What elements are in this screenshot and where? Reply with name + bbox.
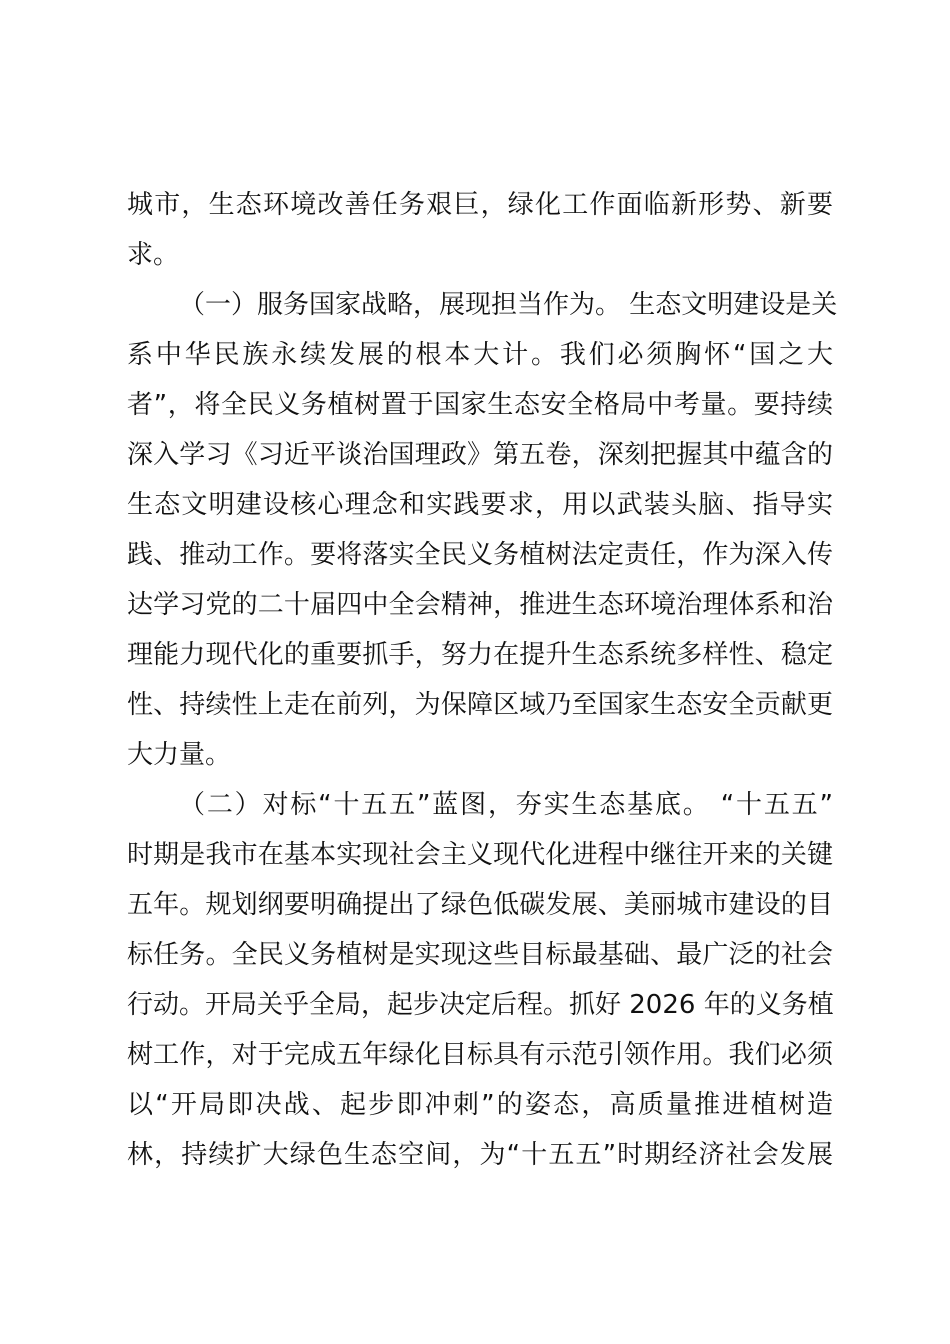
text-line: 生态文明建设核心理念和实践要求，用以武装头脑、指导实	[127, 490, 833, 520]
document-body	[127, 180, 838, 1180]
text-line: 达学习党的二十届四中全会精神，推进生态环境治理体系和治	[127, 590, 833, 620]
text-line: 标任务。全民义务植树是实现这些目标最基础、最广泛的社会	[127, 940, 833, 970]
text-line: 求。	[127, 240, 180, 270]
text-line: 时期是我市在基本实现社会主义现代化进程中继往开来的关键	[127, 840, 833, 870]
text-line: 林，持续扩大绿色生态空间，为“十五五”时期经济社会发展	[127, 1140, 833, 1170]
text-line: 践、推动工作。要将落实全民义务植树法定责任，作为深入传	[127, 540, 833, 570]
text-line: 系中华民族永续发展的根本大计。我们必须胸怀“国之大	[127, 340, 833, 370]
text-line: 五年。规划纲要明确提出了绿色低碳发展、美丽城市建设的目	[127, 890, 833, 920]
text-line: （二）对标“十五五”蓝图，夯实生态基底。 “十五五”	[179, 790, 833, 820]
text-line: 性、持续性上走在前列，为保障区域乃至国家生态安全贡献更	[127, 690, 833, 720]
text-line: 者”，将全民义务植树置于国家生态安全格局中考量。要持续	[127, 390, 833, 420]
text-line: 树工作，对于完成五年绿化目标具有示范引领作用。我们必须	[127, 1040, 833, 1070]
paragraph	[127, 280, 838, 780]
text-line: 理能力现代化的重要抓手，努力在提升生态系统多样性、稳定	[127, 640, 833, 670]
text-line: 深入学习《习近平谈治国理政》第五卷，深刻把握其中蕴含的	[127, 440, 833, 470]
text-line: 以“开局即决战、起步即冲刺”的姿态，高质量推进植树造	[127, 1090, 833, 1120]
text-line: 行动。开局关乎全局，起步决定后程。抓好 2026 年的义务植	[127, 990, 834, 1020]
paragraph	[127, 780, 833, 1180]
text-line: 大力量。	[127, 740, 232, 770]
paragraph	[127, 180, 833, 280]
text-line: （一）服务国家战略，展现担当作为。 生态文明建设是关	[179, 290, 838, 320]
text-line: 城市，生态环境改善任务艰巨，绿化工作面临新形势、新要	[127, 190, 833, 220]
